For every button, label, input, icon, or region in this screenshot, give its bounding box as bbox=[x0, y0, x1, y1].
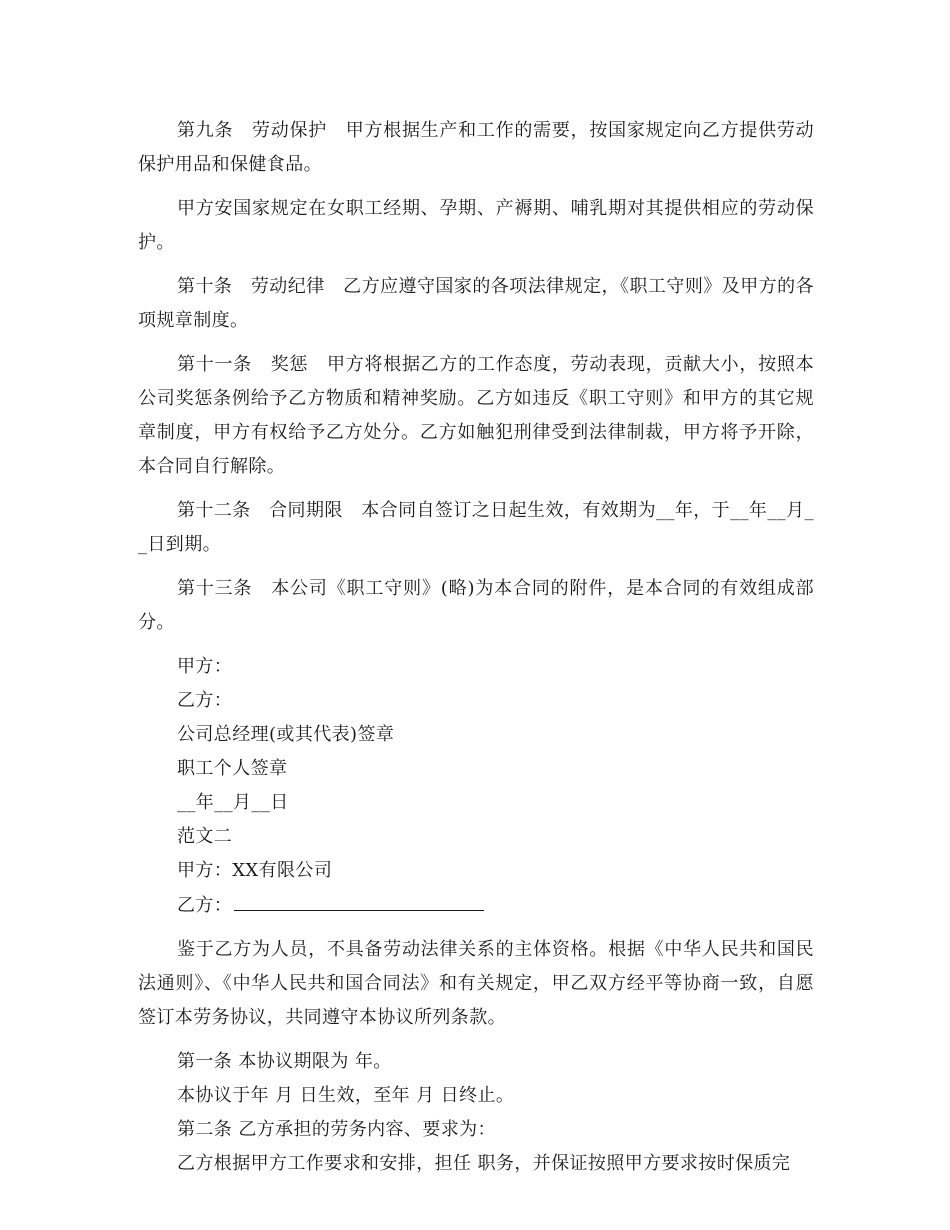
article-2-service-content: 第二条 乙方承担的劳务内容、要求为： bbox=[177, 1119, 496, 1140]
document-body bbox=[138, 114, 814, 1181]
fill-in-underline bbox=[234, 888, 484, 911]
party-b-label: 乙方： bbox=[177, 895, 233, 916]
effective-period: 本协议于年 月 日生效，至年 月 日终止。 bbox=[177, 1085, 515, 1106]
service-duty-clause: 乙方根据甲方工作要求和安排，担任 职务，并保证按照甲方要求按时保质完 bbox=[177, 1153, 791, 1174]
female-worker-protection: 甲方安国家规定在女职工经期、孕期、产褥期、哺乳期对其提供相应的劳动保护。 bbox=[138, 198, 814, 253]
manager-seal-line: 公司总经理(或其代表)签章 bbox=[177, 724, 395, 745]
signing-date-line: __年__月__日 bbox=[177, 792, 289, 813]
employee-signature-line: 职工个人签章 bbox=[177, 758, 288, 779]
article-11-rewards-penalties: 第十一条 奖惩 甲方将根据乙方的工作态度，劳动表现，贡献大小，按照本公司奖惩条例给予乙方物质和精神奖励。乙方如违反《职工守则》和甲方的其它规章制度，甲方有权给予乙方处分。乙方如触犯刑律受到法律制裁，甲方将予开除，本合同自行解除。 bbox=[138, 354, 814, 477]
article-1-term: 第一条 本协议期限为 年。 bbox=[177, 1051, 392, 1072]
agreement-preamble: 鉴于乙方为人员，不具备劳动法律关系的主体资格。根据《中华人民共和国民法通则》、《中华人民共和国合同法》和有关规定，甲乙双方经平等协商一致，自愿签订本劳务协议，共同遵守本协议所列条款。 bbox=[138, 939, 814, 1028]
party-b-blank-line bbox=[138, 888, 814, 923]
sample-two-heading: 范文二 bbox=[177, 826, 233, 847]
article-12-contract-term: 第十二条 合同期限 本合同自签订之日起生效，有效期为__年，于__年__月__日到期。 bbox=[138, 500, 814, 555]
party-b-signature-line: 乙方： bbox=[177, 690, 233, 711]
article-10-labor-discipline: 第十条 劳动纪律 乙方应遵守国家的各项法律规定，《职工守则》及甲方的各项规章制度。 bbox=[138, 276, 814, 331]
party-a-signature-line: 甲方： bbox=[177, 656, 233, 677]
party-a-company: 甲方：XX有限公司 bbox=[177, 860, 333, 881]
article-9-labor-protection: 第九条 劳动保护 甲方根据生产和工作的需要，按国家规定向乙方提供劳动保护用品和保健食品。 bbox=[138, 120, 814, 175]
article-13-appendix: 第十三条 本公司《职工守则》(略)为本合同的附件，是本合同的有效组成部分。 bbox=[138, 578, 814, 633]
